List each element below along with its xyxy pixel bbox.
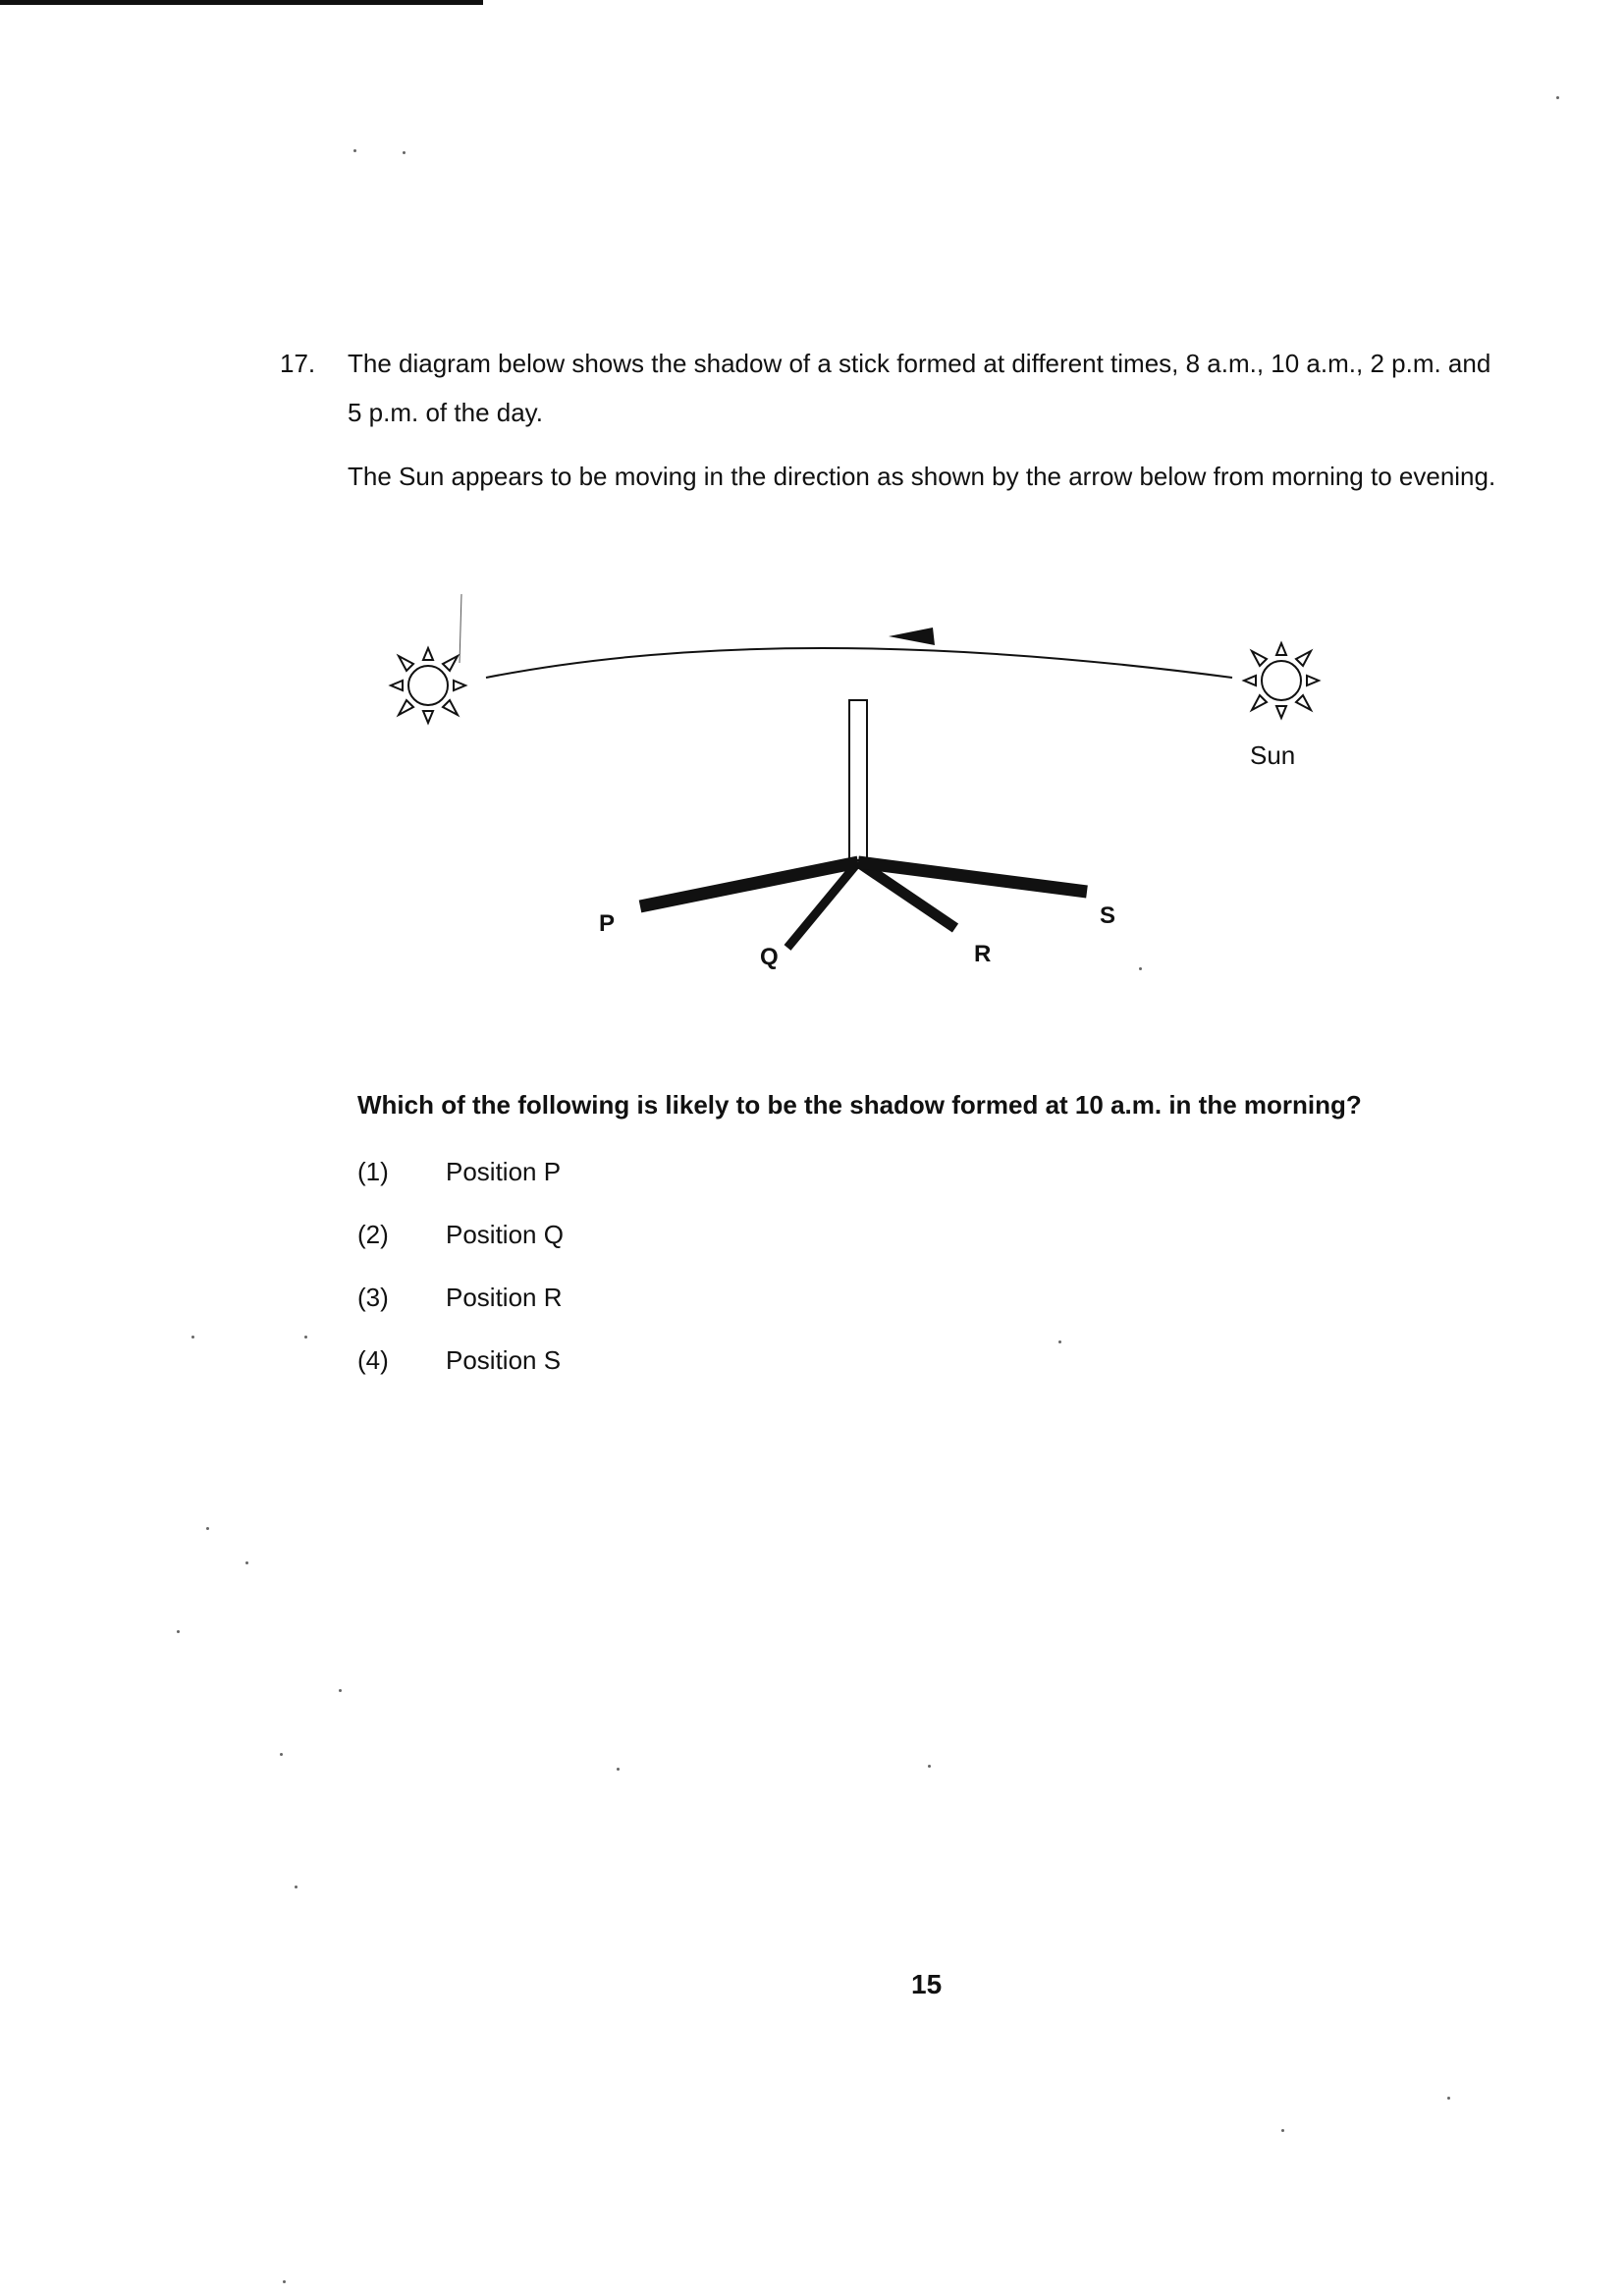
question-sun-direction: The Sun appears to be moving in the direction as shown by the arrow below from morning to evening. bbox=[348, 462, 1496, 491]
faint-mark bbox=[460, 594, 461, 663]
sun-right-icon bbox=[1244, 643, 1319, 718]
arrow-head-icon bbox=[889, 628, 935, 645]
option-text: Position Q bbox=[446, 1220, 564, 1249]
top-rule bbox=[0, 0, 483, 5]
scan-speck bbox=[1058, 1340, 1061, 1343]
scan-speck bbox=[191, 1336, 194, 1339]
option-3[interactable] bbox=[357, 1283, 564, 1345]
answer-options bbox=[357, 1157, 564, 1408]
sun-path-arc bbox=[486, 648, 1232, 678]
scan-speck bbox=[353, 149, 356, 152]
option-4[interactable] bbox=[357, 1345, 564, 1408]
scan-speck bbox=[1556, 96, 1559, 99]
shadow-label-r: R bbox=[974, 941, 992, 967]
sun-label: Sun bbox=[1250, 740, 1296, 770]
scan-speck bbox=[928, 1765, 931, 1768]
question-number: 17. bbox=[280, 349, 316, 378]
scan-speck bbox=[177, 1630, 180, 1633]
shadow-label-s: S bbox=[1100, 902, 1116, 929]
page-number: 15 bbox=[911, 1969, 943, 1999]
option-1[interactable] bbox=[357, 1157, 564, 1220]
option-text: Position S bbox=[446, 1345, 562, 1375]
scan-speck bbox=[1281, 2129, 1284, 2132]
question-intro: The diagram below shows the shadow of a stick formed at different times, 8 a.m., 10 a.m., 2 p.m. and 5 p.m. of the day. bbox=[348, 349, 1491, 427]
scan-speck bbox=[339, 1689, 342, 1692]
scan-speck bbox=[617, 1768, 620, 1771]
scan-speck bbox=[403, 151, 406, 154]
option-text: Position R bbox=[446, 1283, 563, 1312]
scan-speck bbox=[304, 1336, 307, 1339]
scan-speck bbox=[295, 1886, 298, 1888]
option-number: (2) bbox=[357, 1220, 389, 1249]
option-2[interactable] bbox=[357, 1220, 564, 1283]
question-prompt: Which of the following is likely to be the shadow formed at 10 a.m. in the morning? bbox=[357, 1090, 1362, 1120]
option-number: (1) bbox=[357, 1157, 389, 1186]
scan-speck bbox=[1139, 967, 1142, 970]
scan-speck bbox=[1447, 2097, 1450, 2100]
shadow-label-q: Q bbox=[760, 944, 779, 970]
scan-speck bbox=[206, 1527, 209, 1530]
sun-left-icon bbox=[391, 648, 465, 723]
scan-speck bbox=[245, 1561, 248, 1564]
stick bbox=[849, 700, 867, 860]
scan-speck bbox=[283, 2280, 286, 2283]
option-text: Position P bbox=[446, 1157, 562, 1186]
shadow-diagram bbox=[363, 579, 1335, 1002]
option-number: (3) bbox=[357, 1283, 389, 1312]
option-number: (4) bbox=[357, 1345, 389, 1375]
shadow-label-p: P bbox=[599, 910, 616, 937]
scan-speck bbox=[280, 1753, 283, 1756]
